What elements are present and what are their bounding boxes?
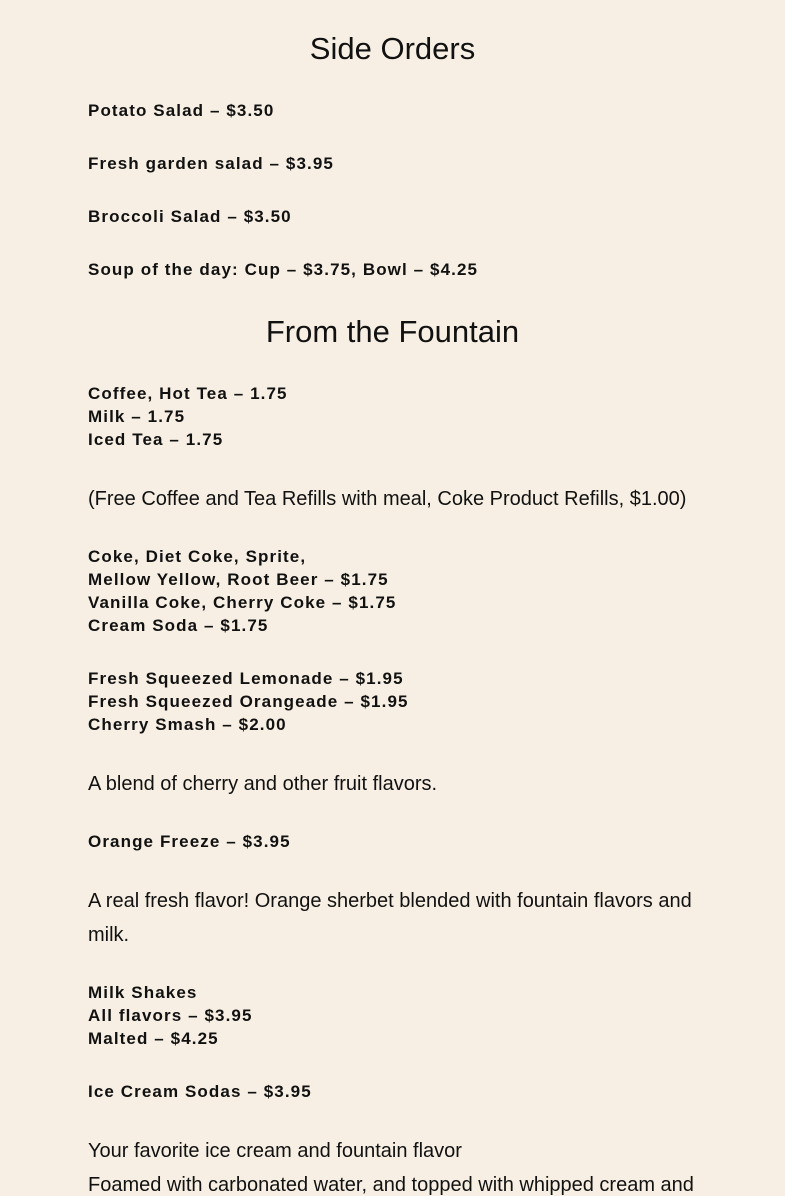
refill-note: (Free Coffee and Tea Refills with meal, Coke Product Refills, $1.00): [88, 488, 687, 510]
soda-item: Cream Soda – $1.75: [88, 616, 269, 635]
hot-drink-item: Iced Tea – 1.75: [88, 430, 224, 449]
ice-cream-soda-note-line: Foamed with carbonated water, and topped with whipped cream and: [88, 1174, 694, 1196]
orange-freeze-item: Orange Freeze – $3.95: [88, 832, 291, 851]
ice-cream-sodas-item: Ice Cream Sodas – $3.95: [88, 1082, 312, 1101]
soda-item: Vanilla Coke, Cherry Coke – $1.75: [88, 593, 397, 612]
hot-drink-item: Coffee, Hot Tea – 1.75: [88, 384, 288, 403]
side-orders-heading: Side Orders: [309, 31, 476, 66]
ice-cream-soda-note-line: Your favorite ice cream and fountain flavor: [88, 1140, 462, 1162]
side-order-item: Broccoli Salad – $3.50: [88, 207, 292, 226]
fresh-drink-item: Fresh Squeezed Lemonade – $1.95: [88, 669, 404, 688]
orange-freeze-note: A real fresh flavor! Orange sherbet blended with fountain flavors and milk.: [88, 890, 692, 946]
side-order-item: Potato Salad – $3.50: [88, 101, 275, 120]
milk-shakes-heading: Milk Shakes: [88, 983, 198, 1002]
side-order-item: Fresh garden salad – $3.95: [88, 154, 334, 173]
milk-shake-item: All flavors – $3.95: [88, 1006, 253, 1025]
soda-item: Coke, Diet Coke, Sprite,: [88, 547, 307, 566]
hot-drink-item: Milk – 1.75: [88, 407, 186, 426]
side-order-item: Soup of the day: Cup – $3.75, Bowl – $4.25: [88, 260, 479, 279]
milk-shake-item: Malted – $4.25: [88, 1029, 219, 1048]
fresh-drink-item: Cherry Smash – $2.00: [88, 715, 287, 734]
cherry-smash-note: A blend of cherry and other fruit flavors.: [88, 773, 438, 795]
fountain-heading: From the Fountain: [265, 314, 520, 349]
fresh-drink-item: Fresh Squeezed Orangeade – $1.95: [88, 692, 409, 711]
soda-item: Mellow Yellow, Root Beer – $1.75: [88, 570, 389, 589]
